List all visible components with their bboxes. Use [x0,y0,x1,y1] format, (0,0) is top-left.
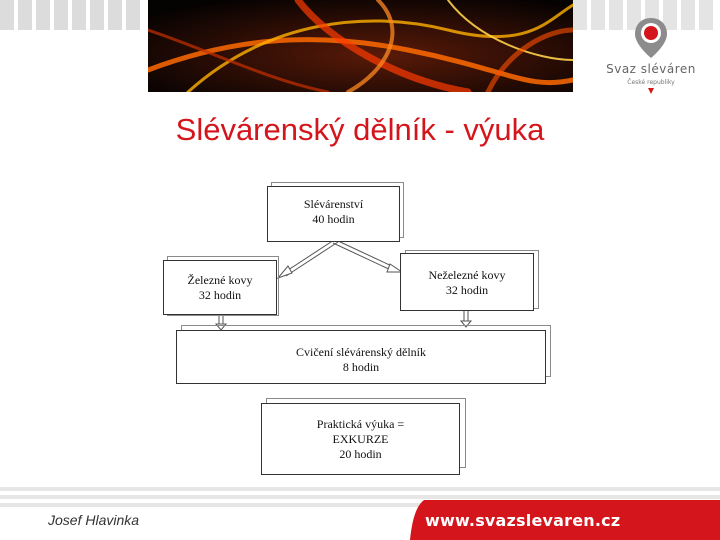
node-slevarenstvi-line-2: 40 hodin [312,212,355,226]
node-slevarenstvi [267,186,400,242]
node-prakticka-vyuka [261,403,460,475]
node-nezelezne-kovy-line-2: 32 hodin [445,283,489,297]
node-zelezne-kovy-line-2: 32 hodin [198,288,242,302]
website-link[interactable]: www.svazslevaren.cz [425,511,621,530]
author-name: Josef Hlavinka [48,512,140,528]
node-cviceni [176,330,546,384]
node-prakticka-vyuka-line-2: EXKURZE [332,432,389,446]
node-prakticka-vyuka-line-1: Praktická výuka = [316,417,405,431]
node-cviceni-line-2: 8 hodin [342,360,380,374]
node-nezelezne-kovy [400,253,534,311]
logo-subtitle: České republiky [627,79,675,86]
page-title: Slévárenský dělník - výuka [175,112,545,147]
node-prakticka-vyuka-line-3: 20 hodin [339,447,382,461]
node-nezelezne-kovy-line-1: Neželezné kovy [428,268,506,282]
node-cviceni-line-1: Cvičení slévárenský dělník [296,345,426,359]
node-slevarenstvi-line-1: Slévárenství [303,197,364,211]
logo-name: Svaz sléváren [606,62,696,76]
node-zelezne-kovy-line-1: Železné kovy [187,273,253,287]
node-zelezne-kovy [163,260,277,315]
